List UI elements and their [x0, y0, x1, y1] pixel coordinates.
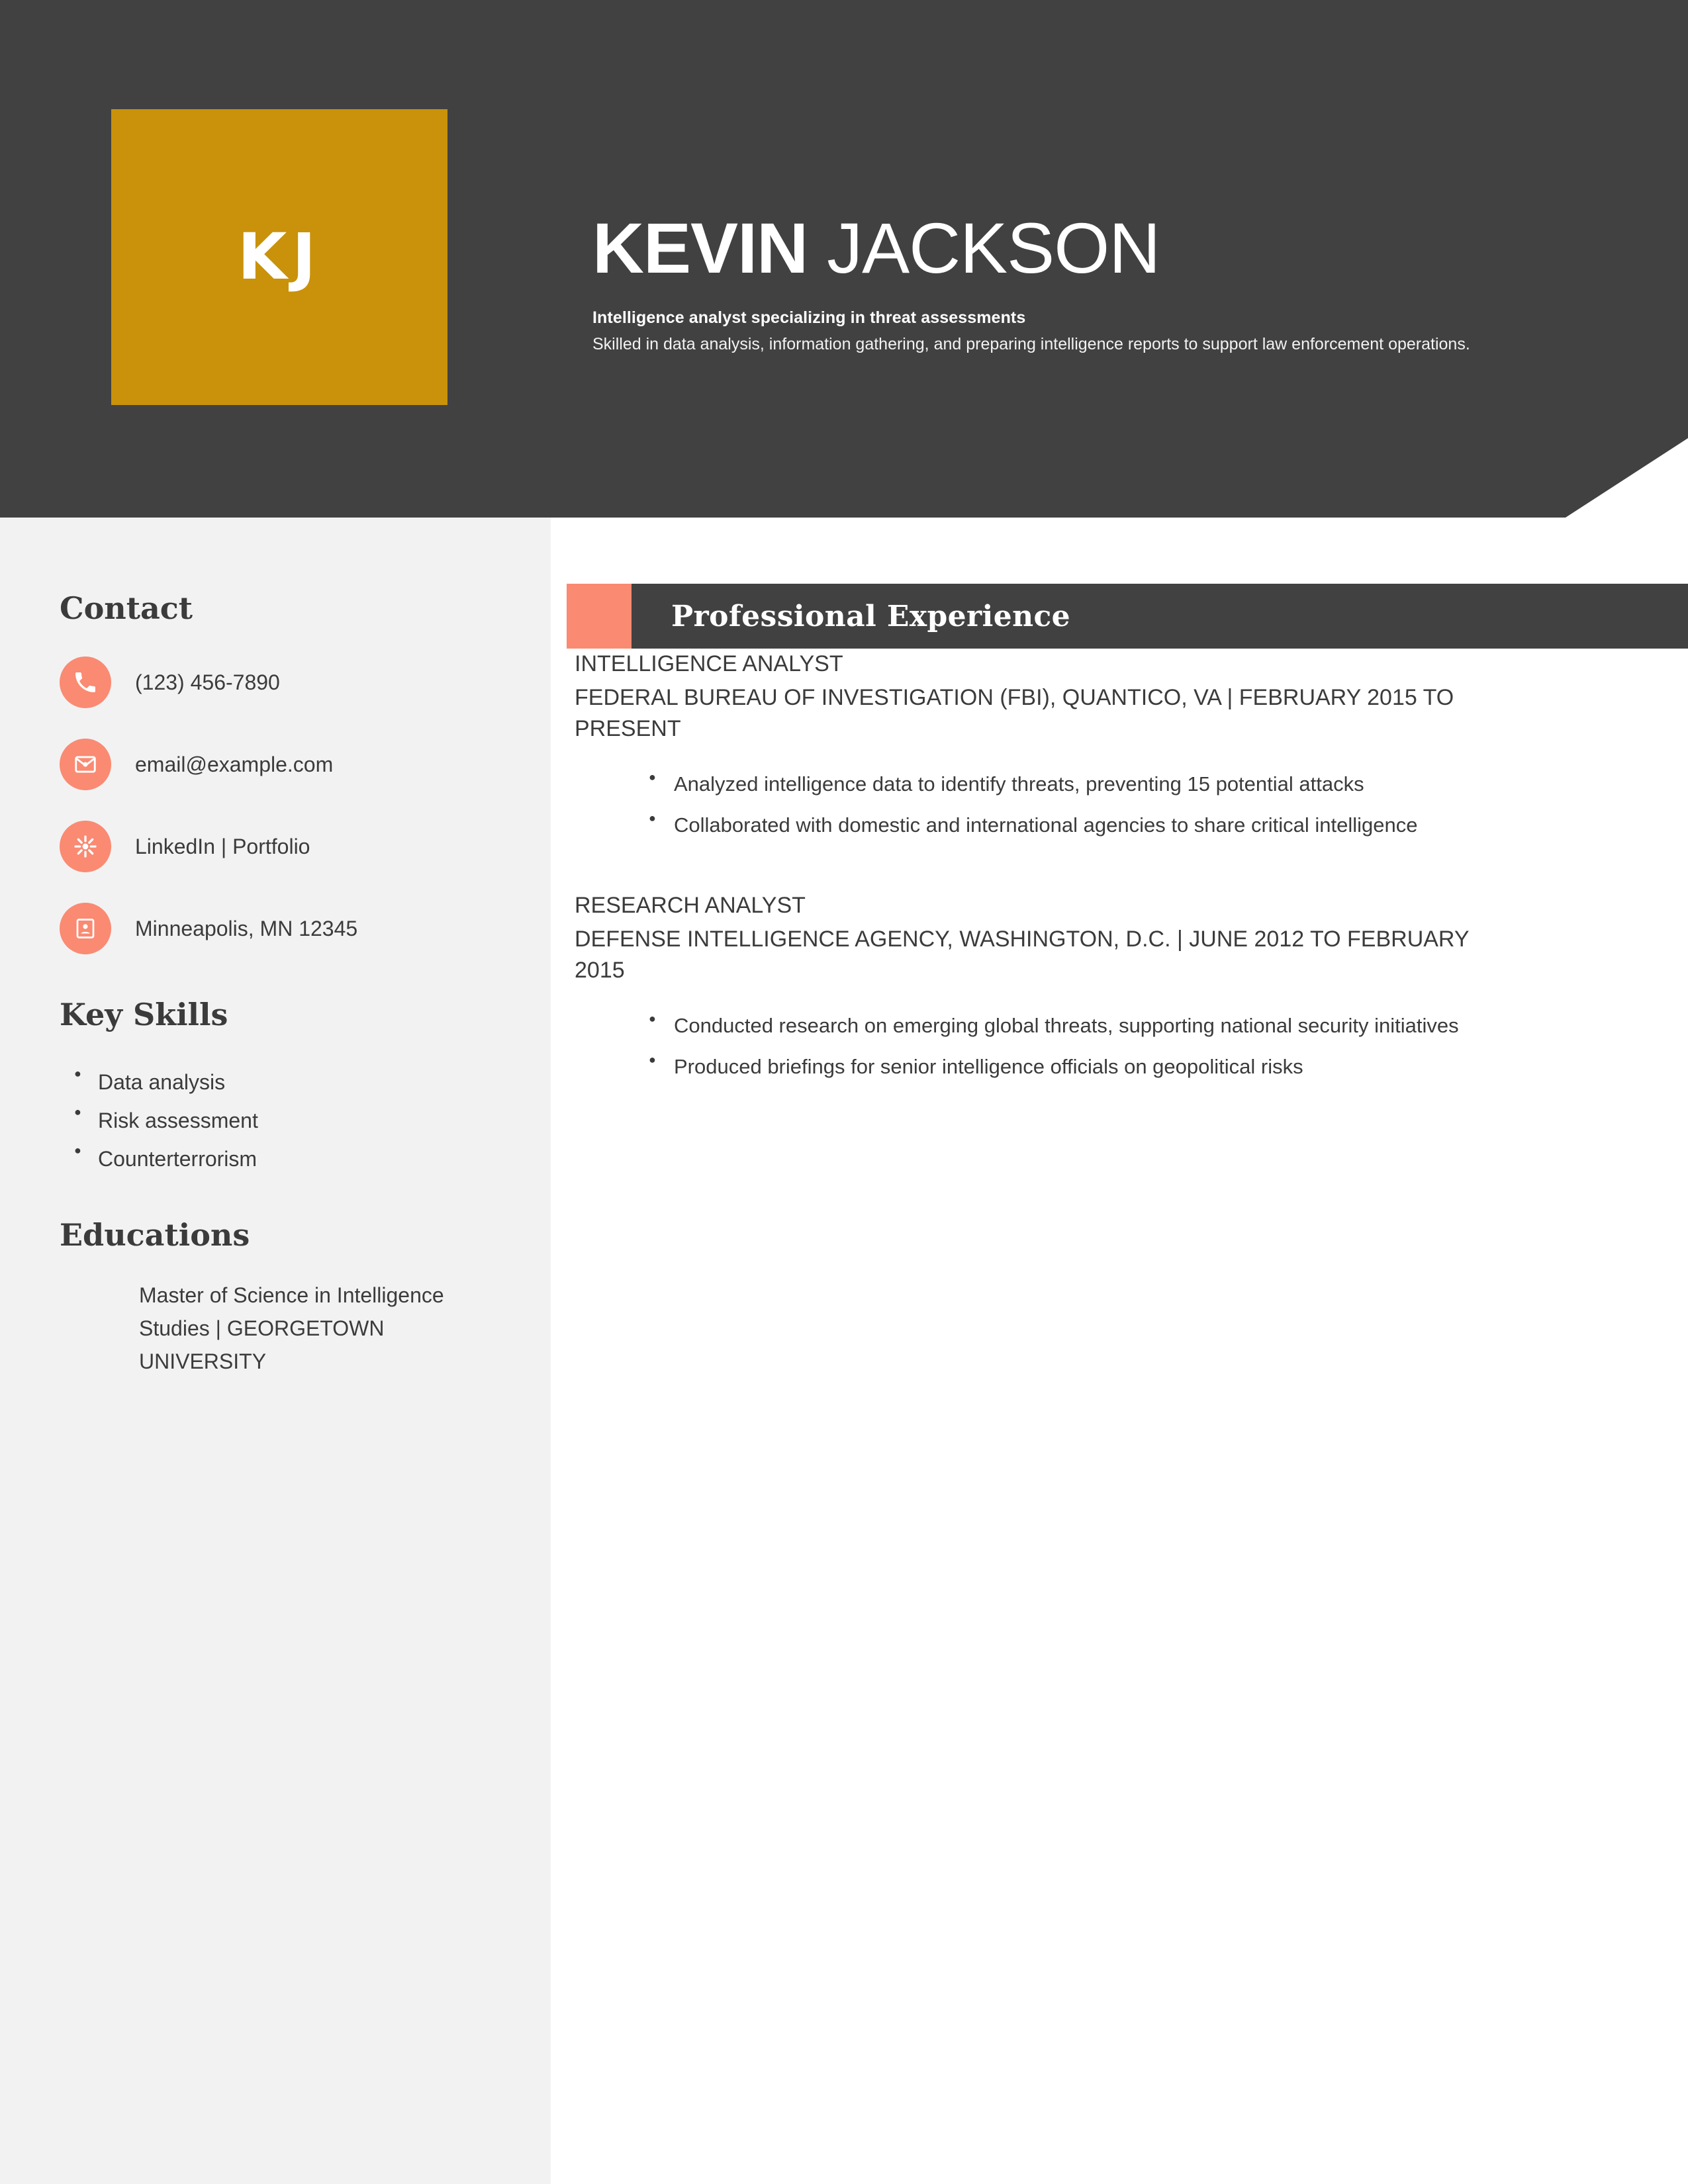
contact-phone-text: (123) 456-7890 — [135, 670, 280, 694]
list-item: ● Analyzed intelligence data to identify threats, preventing 15 potential attacks — [674, 768, 1609, 800]
list-item: ● Risk assessment — [98, 1101, 491, 1140]
education-entry: Master of Science in Intelligence Studies | GEORGETOWN UNIVERSITY — [139, 1283, 444, 1373]
tagline: Intelligence analyst specializing in threat assessments — [592, 308, 1026, 328]
list-item: ● Produced briefings for senior intelligence officials on geopolitical risks — [674, 1051, 1609, 1083]
contact-links-text: LinkedIn | Portfolio — [135, 834, 310, 858]
section-accent-block — [567, 584, 632, 649]
first-name: KEVIN — [592, 208, 808, 288]
email-icon — [60, 739, 111, 790]
section-header-experience — [567, 584, 1688, 649]
section-title-bar — [632, 584, 1688, 649]
job-title: RESEARCH ANALYST — [575, 892, 806, 918]
last-name: JACKSON — [827, 208, 1160, 288]
contact-list — [60, 657, 491, 954]
job-meta: DEFENSE INTELLIGENCE AGENCY, WASHINGTON, D.C. | JUNE 2012 TO FEBRUARY 2015 — [575, 926, 1469, 983]
job-meta: FEDERAL BUREAU OF INVESTIGATION (FBI), QUANTICO, VA | FEBRUARY 2015 TO PRESENT — [575, 684, 1454, 741]
experience-entry-2 — [575, 890, 1609, 1083]
section-title-text: Professional Experience — [671, 599, 1071, 633]
contact-item-phone — [60, 657, 491, 708]
monogram-initials: KJ — [237, 220, 322, 294]
contact-email-text: email@example.com — [135, 752, 334, 776]
job-bullets — [575, 1010, 1609, 1083]
job-bullets — [575, 768, 1609, 841]
page-title — [592, 208, 1585, 288]
list-item: ● Counterterrorism — [98, 1140, 491, 1178]
contact-item-links — [60, 821, 491, 872]
phone-icon — [60, 657, 111, 708]
job-title: INTELLIGENCE ANALYST — [575, 651, 843, 676]
skills-heading: Key Skills — [60, 997, 228, 1032]
name-block — [592, 208, 1585, 357]
list-item: ● Collaborated with domestic and international agencies to share critical intelligence — [674, 809, 1609, 841]
skills-list — [60, 1063, 491, 1179]
resume-header — [0, 0, 1688, 518]
main-column — [551, 518, 1688, 2184]
section-spacer — [551, 850, 1688, 890]
address-icon — [60, 903, 111, 954]
link-icon — [60, 821, 111, 872]
contact-item-email — [60, 739, 491, 790]
experience-entry-1 — [575, 649, 1609, 841]
sidebar — [0, 518, 551, 2184]
contact-heading: Contact — [60, 590, 193, 626]
summary: Skilled in data analysis, information gathering, and preparing intelligence reports to support law enforcement operations. — [592, 335, 1470, 354]
monogram-badge — [111, 109, 447, 405]
list-item: ● Data analysis — [98, 1063, 491, 1101]
resume-body — [0, 518, 1688, 2184]
contact-item-address — [60, 903, 491, 954]
education-heading: Educations — [60, 1216, 250, 1253]
contact-address-text: Minneapolis, MN 12345 — [135, 916, 358, 940]
list-item: ● Conducted research on emerging global threats, supporting national security initiatives — [674, 1010, 1609, 1042]
corner-fold-decoration — [1566, 438, 1688, 518]
